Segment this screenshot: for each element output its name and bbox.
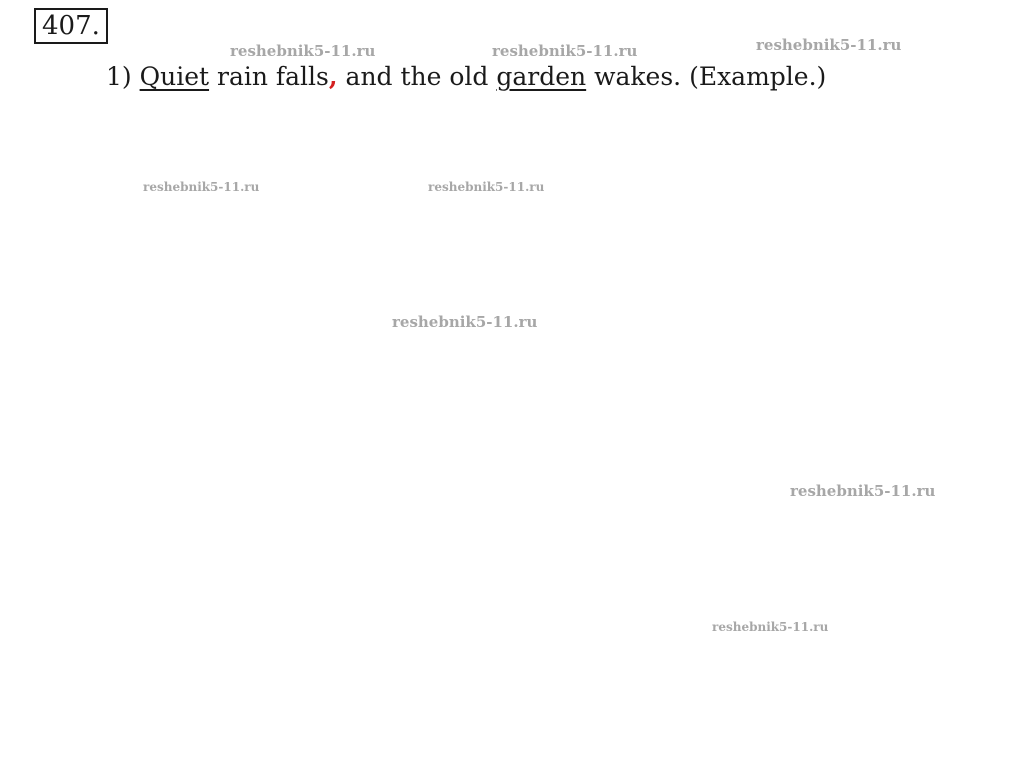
watermark: reshebnik5-11.ru	[428, 180, 545, 194]
text-segment: rain falls	[209, 62, 329, 91]
text-segment: 1)	[106, 62, 140, 91]
watermark: reshebnik5-11.ru	[143, 180, 260, 194]
watermark: reshebnik5-11.ru	[492, 42, 638, 60]
watermark: reshebnik5-11.ru	[712, 620, 829, 634]
underlined-word: garden	[496, 62, 587, 91]
task-number: 407.	[34, 8, 108, 44]
watermark: reshebnik5-11.ru	[230, 42, 376, 60]
watermark: reshebnik5-11.ru	[392, 313, 538, 331]
text-segment: wakes. (Example.)	[586, 62, 827, 91]
underlined-word: Quiet	[139, 62, 210, 91]
punctuation-mark: ,	[328, 62, 338, 91]
watermark: reshebnik5-11.ru	[756, 36, 902, 54]
watermark: reshebnik5-11.ru	[790, 482, 936, 500]
text-line	[34, 60, 1022, 93]
text-segment: and the old	[337, 62, 497, 91]
